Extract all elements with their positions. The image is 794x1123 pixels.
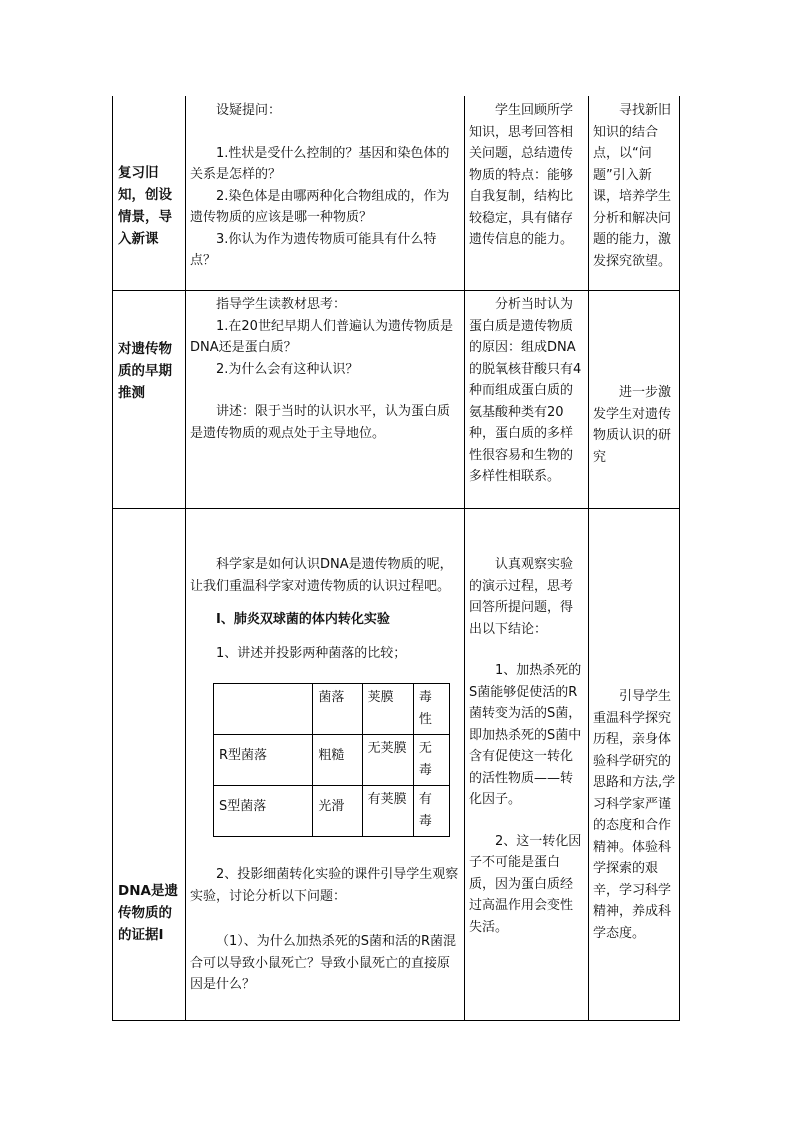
teacher-text: 讲述：限于当时的认识水平，认为蛋白质是遗传物质的观点处于主导地位。	[190, 404, 451, 441]
teacher-activity	[190, 100, 460, 272]
teacher-text: 1、讲述并投影两种菌落的比较；	[216, 645, 407, 661]
student-activity	[469, 554, 585, 938]
experiment-heading: Ⅰ、肺炎双球菌的体内转化实验	[216, 612, 390, 627]
stage-label: DNA是遗传物质的的证据Ⅰ	[118, 883, 178, 943]
column-divider	[464, 96, 465, 1021]
design-intent: 进一步激发学生对遗传物质认识的研究	[593, 385, 672, 465]
table-cell: 无毒	[413, 735, 449, 786]
table-row	[214, 735, 450, 786]
table-left-border	[112, 96, 113, 1021]
teacher-text: （1）、为什么加热杀死的S菌和活的R菌混合可以导致小鼠死亡？导致小鼠死亡的直接原因是什么？	[190, 934, 457, 992]
teacher-text: 设疑提问：	[216, 103, 282, 118]
stage-label: 复习旧知，创设情景，导入新课	[118, 165, 172, 247]
table-cell: 粗糙	[313, 735, 362, 786]
student-activity: 学生回顾所学知识，思考回答相关问题，总结遗传物质的特点：能够自我复制，结构比较稳定，具有储存遗传信息的能力。	[469, 103, 574, 247]
row-divider	[112, 508, 680, 509]
design-intent: 寻找新旧知识的结合点，以“问题”引入新课，培养学生分析和解决问题的能力，激发探究欲望。	[593, 103, 672, 269]
teacher-text: 1.性状是受什么控制的？基因和染色体的关系是怎样的？	[190, 145, 450, 182]
table-header-cell	[214, 684, 313, 735]
teacher-text: 1.在20世纪早期人们普遍认为遗传物质是DNA还是蛋白质？	[190, 318, 453, 355]
table-row	[214, 786, 450, 837]
lesson-plan-table	[112, 96, 680, 1021]
table-right-border	[679, 96, 680, 1021]
table-header-cell: 毒性	[413, 684, 449, 735]
teacher-activity-continued	[190, 864, 460, 996]
table-cell: R型菌落	[214, 735, 313, 786]
student-activity: 分析当时认为蛋白质是遗传物质的原因：组成DNA的脱氧核苷酸只有4种而组成蛋白质的氨基酸种类有20种，蛋白质的多样性很容易和生物的多样性相联系。	[469, 297, 582, 484]
table-header-cell: 菌落	[313, 684, 362, 735]
teacher-text: 2.染色体是由哪两种化合物组成的，作为遗传物质的应该是哪一种物质？	[190, 188, 450, 225]
table-bottom-border	[112, 1020, 680, 1021]
table-cell: 光滑	[313, 786, 362, 837]
student-text: 2、这一转化因子不可能是蛋白质，因为蛋白质经过高温作用会变性失活。	[469, 833, 582, 935]
stage-label: 对遗传物质的早期推测	[118, 341, 172, 401]
teacher-text: 2、投影细菌转化实验的课件引导学生观察实验，讨论分析以下问题：	[190, 867, 459, 904]
row-divider	[112, 290, 680, 291]
teacher-text: 3.你认为作为遗传物质可能具有什么特点？	[190, 231, 437, 268]
teacher-text: 2.为什么会有这种认识？	[216, 361, 359, 377]
student-text: 1、加热杀死的S菌能够促使活的R菌转变为活的S菌，即加热杀死的S菌中含有促使这一转化的活性物质——转化因子。	[469, 663, 582, 807]
teacher-text: 指导学生读教材思考：	[216, 297, 347, 312]
table-cell: 有毒	[413, 786, 449, 837]
table-cell: 无荚膜	[362, 735, 413, 786]
colony-comparison-table	[213, 683, 450, 837]
table-cell: S型菌落	[214, 786, 313, 837]
teacher-activity	[190, 294, 460, 444]
student-text: 认真观察实验的演示过程，思考回答所提问题，得出以下结论：	[469, 557, 574, 637]
column-divider	[185, 96, 186, 1021]
table-header-cell: 荚膜	[362, 684, 413, 735]
column-divider	[588, 96, 589, 1021]
teacher-activity	[190, 554, 460, 664]
table-row	[214, 684, 450, 735]
design-intent: 引导学生重温科学探究历程，亲身体验科学研究的思路和方法,学习科学家严谨的态度和合作精神。体验科学探索的艰辛，学习科学精神，养成科学态度。	[593, 689, 676, 941]
teacher-text: 科学家是如何认识DNA是遗传物质的呢，让我们重温科学家对遗传物质的认识过程吧。	[190, 557, 453, 594]
table-cell: 有荚膜	[362, 786, 413, 837]
